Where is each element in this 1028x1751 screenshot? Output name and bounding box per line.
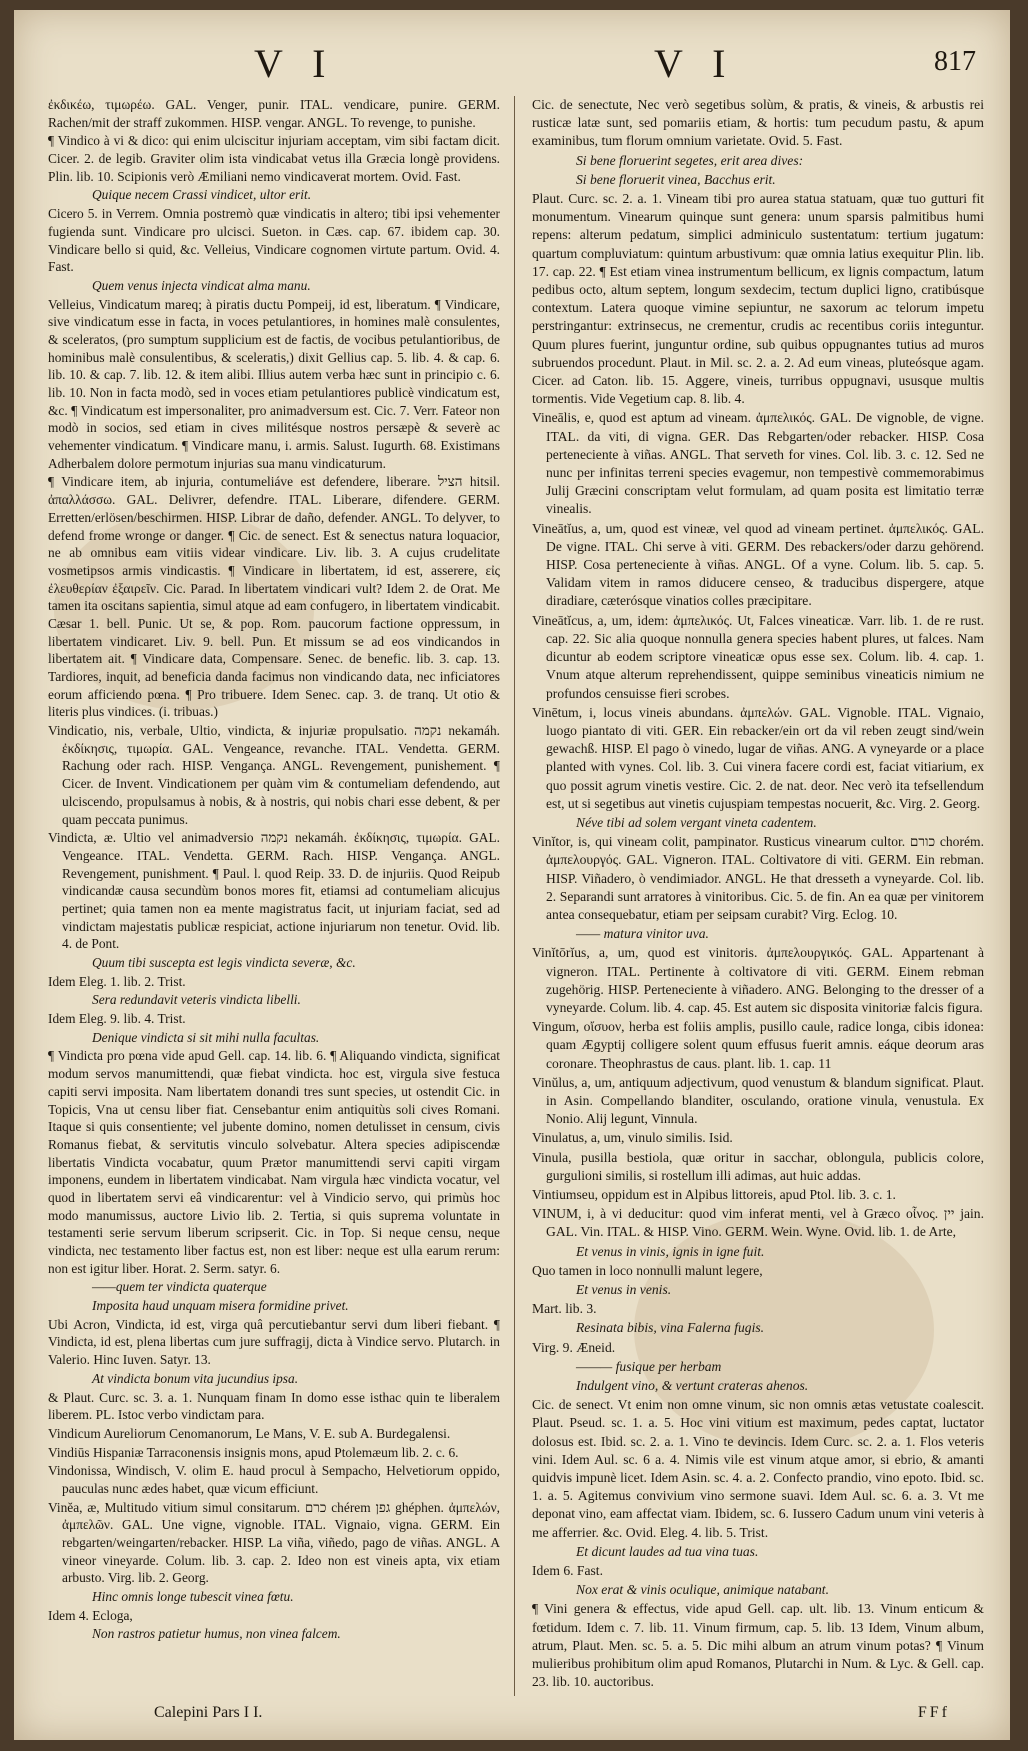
entry-text: ἐκδικέω, τιμωρέω. GAL. Venger, punir. ITAL. vendicare, punire. GERM. Rachen/mit der straff zukommen. HISP. vengar. ANGL. To revenge, to punishe. (48, 97, 500, 130)
verse-quote: Quique necem Crassi vindicet, ultor erit. (92, 187, 312, 203)
dictionary-entry: Vinētum, i, locus vineis abundans. ἀμπελών. GAL. Vignoble. ITAL. Vignaio, luogo piantato di viti. GER. Ein rebacker/ein ort da vil reben zeugt sind/wein gewachß. HISP. El pago ò vinedo, lugar de viñas. ANG. A vyneyarde or a place planted with vynes. Col. lib. 3. Cui vinera facere cordi est, faciat vitiarium, ex quo possit agrum vinetis vestire. Cic. 2. de nat. deor. Nec verò ita tefsellendum est, ut si segetibus aut vinetis cujuspiam tempestas nocuerit, &c. Virg. 2. Georg. (532, 704, 984, 811)
dictionary-entry: Vindonissa, Windisch, V. olim E. haud procul à Sempacho, Helvetiorum oppido, pauculas nunc ædes habet, quæ vicum efficiunt. (48, 1463, 500, 1496)
verse-quote: Resinata bibis, vina Falerna fugis. (576, 1320, 765, 1336)
entry-text: ¶ Vindicta pro pœna vide apud Gell. cap. 14. lib. 6. ¶ Aliquando vindicta, significat modum servos manumittendi, quæ fiebat vindicta. hoc est, virgula sive festuca capiti servi imposita. Nam libertatem donandi tres sunt species, ut ostendit Cic. in Topicis, Vna ut censu liber fiat. Censebantur enim antiquitùs soli cives Romani. Itaque si quis consentiente; vel jubente domino, nomen detulisset in censum, civis Romanus fiebat, & servitutis vinculo solvebatur. Altera species adipiscendæ libertatis Vindicta vocabatur, quum Prætor manumittendi servi capiti virgam imponens, eundem in libertatem vindicabat. Nam virgula hæc vindicta vocatur, vel quod in libertatem servi eâ vindicarentur: vel à Vindicio servo, qui primùs hoc modo manumissus, auctore Livio lib. 2. Tertia, si quis suprema voluntate in testamenti serie servum liberum scripserit. Cic. in Top. Si neque censu, neque vindicta, nec testamento liber factus est, non est liber: neque est ulla earum rerum: non est igitur liber. Horat. 2. Serm. satyr. 6. (48, 1048, 500, 1276)
citation-line: Quo tamen in loco nonnulli malunt legere, (532, 1262, 763, 1278)
citation-line: Idem Eleg. 1. lib. 2. Trist. (48, 973, 186, 989)
verse-quote: Quum tibi suscepta est legis vindicta severæ, &c. (92, 955, 356, 970)
verse-quote: Et venus in vinis, ignis in igne fuit. (576, 1243, 765, 1259)
dictionary-entry: Vindicatio, nis, verbale, Ultio, vindicta, & injuriæ propulsatio. נקמה nekamáh. ἐκδίκησις, τιμωρία. GAL. Vengeance, revanche. ITAL. Vendetta. GERM. Rachung oder rach. HISP. Vengança. ANGL. Revengement, punishement. ¶ Cicer. de Invent. Vindicationem per quàm vim & contumeliam defendendo, aut ulciscendo, propulsamus à nobis, & à nostris, qui nobis chari esse debent, & per quam peccata punimus. (48, 723, 500, 827)
entry-text: Cicero 5. in Verrem. Omnia postremò quæ vindicatis in altero; tibi ipsi vehementer fugienda sunt. Vindicare pro ulcisci. Sueton. in Cæs. cap. 67. ibidem cap. 30. Vindicare bello si quid, &c. Velleius, Vindicare cognomen virtute partum. Ovid. 4. Fast. (48, 206, 500, 275)
citation-line: Virg. 9. Æneid. (532, 1339, 616, 1355)
running-header (14, 40, 1010, 90)
entry-text: ¶ Vindicare item, ab injuria, contumeliáve est defendere, liberare. הציל hitsil. ἀπαλλάσσω. GAL. Delivrer, defendre. ITAL. Liberare, difendere. GERM. Erretten/erlösen/beschirmen. HISP. Librar de daño, defender. ANGL. To delyver, to defend frome wronge or danger. ¶ Cic. de senect. Est & senectus natura loquacior, ne ab omnibus eam vitiis videar vindicare. Liv. lib. 3. A cujus crudelitate vosmetipsos armis vindicastis. ¶ Vindicare in libertatem, id est, asserere, εἰς ἐλευθερίαν ἐξαιρεῖν. Cic. Parad. In libertatem vindicari vult? Idem 2. de Orat. Me tamen ita oscitans sapientia, simul atque ad eam confugero, in libertatem vindicabit. Cæsar 1. bell. Punic. Ut se, & pop. Rom. paucorum factione oppressum, in libertatem vindicaret. Liv. 9. bell. Pun. Et missum se ad eos vindicandos in libertatem ait. ¶ Vindicare data, Compensare. Senec. de benefic. lib. 3. cap. 13. Tardiores, inquit, ad beneficia danda facimus non vindicando data, nec inficiatores eorum afficiendo pœna. ¶ Pro tribuere. Idem Senec. cap. 3. de tranq. Ut otio & literis plus vindices. (i. tribuas.) (48, 474, 500, 720)
page-number: 817 (934, 46, 976, 77)
signature-line: Calepini Pars I I. (154, 1704, 263, 1721)
verse-quote: Si bene floruerit vinea, Bacchus erit. (576, 171, 776, 187)
citation-line: Idem Eleg. 9. lib. 4. Trist. (48, 1011, 186, 1027)
entry-text: Cic. de senectute, Nec verò segetibus solùm, & pratis, & vineis, & arbustis rei rusticæ latæ sunt, sed pomariis etiam, & hortis: tum pecudum pastu, & apum examinibus, tum florum omnium varietate. Ovid. 5. Fast. (532, 97, 984, 149)
dictionary-entry: VINUM, i, à vi deducitur: quod vim inferat menti, vel à Græco οἶνος. יין jain. GAL. Vin. ITAL. & HISP. Vino. GERM. Wein. Wyne. Ovid. lib. 1. de Arte, (532, 1206, 984, 1240)
dictionary-entry: Vinŭlus, a, um, antiquum adjectivum, quod venustum & blandum significat. Plaut. in Asin. Compellando blanditer, osculando, oratione vinula, venustula. Ex Nonio. Alij legunt, Vinnula. (532, 1074, 984, 1127)
verse-quote: Non rastros patietur humus, non vinea falcem. (92, 1626, 341, 1642)
entry-text: Plaut. Curc. sc. 2. a. 1. Vineam tibi pro aurea statua statuam, quæ tuo gutturi fit monumentum. Vinearum quinque sunt genera: unum sparsis palmitibus humi repens: alterum pedatum, simplici adminiculo sustentatum: tertium jugatum: quartum compluviatum: quintum arbustivum: quæ omnia latius exequitur Plin. lib. 17. cap. 22. ¶ Est etiam vinea instrumentum bellicum, ex lignis compactum, latum pedibus octo, altum septem, longum sexdecim, tectum duplici ligno, cratibúsque contextum. Latera quoque vimine sepiuntur, ne saxorum ac telorum impetu perstringantur: extrinsecus, ne crementur, crudis ac recentibus coriis integuntur. Quum plures fuerint, junguntur ordine, sub quibus oppugnantes tutius ad muros subruendos procedunt. Plaut. in Mil. sc. 2. a. 2. Ad eum vineas, pluteósque agam. Cicer. ad Caton. lib. 15. Aggere, vineis, turribus oppugnavi, ususque multis tormentis. Vide Vegetium cap. 8. lib. 4. (532, 191, 984, 407)
verse-quote: Quem venus injecta vindicat alma manu. (92, 277, 311, 293)
verse-quote: ——quem ter vindicta quaterque (92, 1279, 267, 1295)
dictionary-entry: Vineātĭus, a, um, quod est vineæ, vel quod ad vineam pertinet. ἀμπελικός. GAL. De vigne. ITAL. Chi serve à viti. GERM. Des rebackers/oder darzu gehörend. HISP. Cosa perteneciente à viñas. ANGL. Of a vyne. Colum. lib. 5. cap. 5. Validam vitem in ramos diducere censeo, & traducibus dispergere, atque diradiare, cæterósque vinatios colles præcipitare. (532, 520, 984, 609)
entry-text: Cic. de senect. Vt enim non omne vinum, sic non omnis ætas vetustate coalescit. Plaut. Pseud. sc. 1. a. 5. Hoc vini vitium est maximum, pedes captat, luctator dolosus est. Ibid. sc. 2. a. 1. Vino te devincis. Idem Curc. sc. 2. a. 1. Flos veteris vini. Idem Aul. sc. 6 a. 4. Nimis vile est vinum atque amor, si ebrio, & amanti quidvis impunè licet. Idem Asin. sc. 4. a. 2. Confecto prandio, vino epoto. Ibid. sc. 1. a. 5. Agitemus convivium vino sermone suavi. Idem Aul. sc. 6. a. 3. Vt me deponat vino, eam affectat viam. Ibidem, sc. 6. Iussero Cadum unum vini veteris à me afferrier. &c. Ovid. Eleg. 4. lib. 5. Trist. (532, 1397, 984, 1540)
dictionary-entry: Vingum, οἴσυον, herba est foliis amplis, pusillo caule, radice longa, cibis idonea: quam Ægyptij colligere solent quum effusus fuerit amnis. eáque deorum aras coronare. Theophrastus de caus. plant. lib. 1. cap. 11 (532, 1019, 984, 1071)
entry-text: & Plaut. Curc. sc. 3. a. 1. Nunquam finam In domo esse isthac quin te liberalem liberem. PL. Istoc verbo vindictam para. (48, 1389, 500, 1423)
citation-line: Idem 6. Fast. (532, 1563, 603, 1579)
verse-quote: Si bene floruerint segetes, erit area dives: (576, 152, 804, 168)
running-head-right: V I (654, 41, 736, 86)
dictionary-entry: Vineātĭcus, a, um, idem: ἀμπελικός. Ut, Falces vineaticæ. Varr. lib. 1. de re rust. cap. 22. Sic alia quoque nonnulla genera species habent plures, ut falces. Nam dicuntur ab eodem scriptore vineaticæ opus esse sex. Colum. lib. 4. cap. 1. Vnum atque alterum reprehendissent, quippe seminibus vineaticis nimium ne profundos censuisse fieri scrobes. (532, 612, 984, 701)
dictionary-entry: Vinĭtōrĭus, a, um, quod est vinitoris. ἀμπελουργικός. GAL. Appartenant à vigneron. ITAL. Pertinente à coltivatore di viti. GERM. Einem rebman zugehörig. HISP. Perteneciente à viñadero. ANG. Belonging to the dresser of a vyneyarde. Colum. lib. 4. cap. 45. Est autem sic disposita vinitoriæ falcis figura. (532, 945, 984, 1015)
column-divider (514, 96, 515, 1696)
entry-text: Ubi Acron, Vindicta, id est, virga quâ percutiebantur servi dum liberi fiebant. ¶ Vindicta, id est, plena libertas cum jure suffragij, dicta à Vindice servo. Plutarch. in Valerio. Hinc Iuven. Satyr. 13. (48, 1316, 500, 1368)
dictionary-entry: Vindicum Aureliorum Cenomanorum, Le Mans, V. E. sub A. Burdegalensi. (48, 1425, 451, 1441)
dictionary-entry: Vinulatus, a, um, vinulo similis. Isid. (532, 1130, 733, 1146)
right-column (532, 96, 984, 1692)
entry-text: ¶ Vini genera & effectus, vide apud Gell. cap. ult. lib. 13. Vinum enticum & fœtidum. Idem c. 7. lib. 11. Vinum firmum, cap. 5. lib. 13 Idem, Vinum album, atrum, Plaut. Men. sc. 5. a. 5. Dic mihi album an atrum vinum potas? ¶ Vinum mulieribus prohibitum olim apud Romanos, Plutarchi in Num. & Lyc. & Gell. cap. 23. lib. 10. auctoribus. (532, 1601, 984, 1690)
entry-text: ¶ Vindico à vi & dico: qui enim ulciscitur injuriam acceptam, vim sibi factam dicit. Cicer. 2. de legib. Graviter olim ista vindicabat vetus illa Græcia longè providens. Plin. lib. 10. Scipionis verò Æmiliani nemo vindicaverat mortem. Ovid. Fast. (48, 133, 500, 184)
verse-quote: ——— fusique per herbam (576, 1358, 722, 1374)
verse-quote: Et venus in venis. (576, 1282, 672, 1297)
dictionary-entry: Vindiūs Hispaniæ Tarraconensis insignis mons, apud Ptolemæum lib. 2. c. 6. (48, 1444, 459, 1460)
citation-line: Idem 4. Ecloga, (48, 1607, 133, 1623)
verse-quote: Hinc omnis longe tubescit vinea fœtu. (92, 1589, 294, 1605)
citation-line: Mart. lib. 3. (532, 1301, 597, 1317)
verse-quote: Sera redundavit veteris vindicta libelli. (92, 992, 301, 1008)
dictionary-entry: Vineālis, e, quod est aptum ad vineam. ἀμπελικός. GAL. De vignoble, de vigne. ITAL. da viti, di vigna. GER. Das Rebgarten/oder rebacker. HISP. Cosa perteneciente à viñas. ANGL. That serveth for vines. Col. lib. 3. c. 12. Sed ne nunc per infinitas terreni species evagemur, non tempestivè commemorabimus Julij Græcini conscriptam velut formulam, ad quam posita est limitatio terræ vinealis. (532, 410, 984, 517)
verse-quote: Nox erat & vinis oculique, animique natabant. (576, 1582, 829, 1598)
dictionary-entry: Vinula, pusilla bestiola, quæ oritur in sacchar, oblongula, publicis colore, gurgulioni similis, si rostellum illi adimas, aut huic addas. (532, 1149, 984, 1183)
left-column (48, 96, 500, 1644)
dictionary-entry: Vinĕa, æ, Multitudo vitium simul consitarum. כרם chérem גפן ghéphen. ἀμπελών, ἀμπελῶν. GAL. Une vigne, vignoble. ITAL. Vignaio, vigna. GERM. Ein rebgarten/weingarten/rebacker. HISP. La viña, viñedo, pago de viñas. ANGL. A vineor vineyarde. Colum. lib. 3. cap. 2. Ideo non est vineis apta, vix etiam arbusto. Virg. lib. 2. Georg. (48, 1499, 500, 1586)
verse-quote: Et dicunt laudes ad tua vina tuas. (576, 1543, 759, 1559)
dictionary-page (14, 10, 1010, 1740)
signature-mark: FFf (917, 1704, 950, 1721)
verse-quote: Imposita haud unquam misera formidine privet. (92, 1298, 349, 1314)
verse-quote: Denique vindicta si sit mihi nulla facultas. (92, 1029, 320, 1045)
verse-quote: —— matura vinitor uva. (576, 926, 709, 942)
running-head-left: V I (254, 41, 336, 86)
verse-quote: At vindicta bonum vita jucundius ipsa. (92, 1370, 299, 1386)
dictionary-entry: Vintiumseu, oppidum est in Alpibus littoreis, apud Ptol. lib. 3. c. 1. (532, 1186, 896, 1202)
verse-quote: Indulgent vino, & vertunt crateras ahenos. (576, 1378, 809, 1394)
entry-text: Velleius, Vindicatum mareq; à piratis ductu Pompeij, id est, liberatum. ¶ Vindicare, sive vindicatum esse in facta, in voces petulantiores, in homines malè consulentes, & sceleratos, (pro sumptum supplicium est de factis, de vocibus petulantioribus, de hominibus malè consulentibus, & sceleratis,) dixit Gellius cap. 5. lib. 4. & cap. 6. lib. 10. & cap. 7. lib. 12. & item alibi. Illius autem verba hæc sunt in principio c. 6. lib. 10. Non in facta modò, sed in voces etiam petulantiores publicè vindicatum est, &c. ¶ Vindicatum est impersonaliter, pro animadversum est. Cic. 7. Verr. Fateor non modò in socios, sed etiam in cives militésque nostros persæpè & severè ac vehementer vindicatum. ¶ Vindicare manu, i. armis. Salust. Iugurth. 68. Existimans Adherbalem dolore permotum injurias sua manu vindicaturum. (48, 296, 500, 471)
dictionary-entry: Vinĭtor, is, qui vineam colit, pampinator. Rusticus vinearum cultor. כורם chorém. ἀμπελουργός. GAL. Vigneron. ITAL. Coltivatore di viti. GERM. Ein rebman. HISP. Viñadero, ò vendimiador. ANGL. He that dresseth a vyneyarde. Col. lib. 2. Separandi sunt arratores à vinitoribus. Cic. 5. de fin. An ea quæ per vinitorem antea consequebatur, etiam per seipsam curabit? Virg. Eclog. 10. (532, 834, 985, 922)
verse-quote: Néve tibi ad solem vergant vineta cadentem. (576, 814, 817, 830)
dictionary-entry: Vindicta, æ. Ultio vel animadversio נקמה nekamáh. ἐκδίκησις, τιμωρία. GAL. Vengeance. ITAL. Vendetta. GERM. Rach. HISP. Vengança. ANGL. Revengement, punishment. ¶ Paul. l. quod Reip. 33. D. de injuriis. Quod Reipub vindicandæ causa secundùm bonos mores fit, etiamsi ad contumeliam alicujus pertinet; quia tamen non ea mente magistratus facit, ut injuriam faciat, sed ad vindictam majestatis publicæ respiciat, actione injuriarum non tenetur. Ovid. lib. 4. de Pont. (48, 830, 500, 952)
